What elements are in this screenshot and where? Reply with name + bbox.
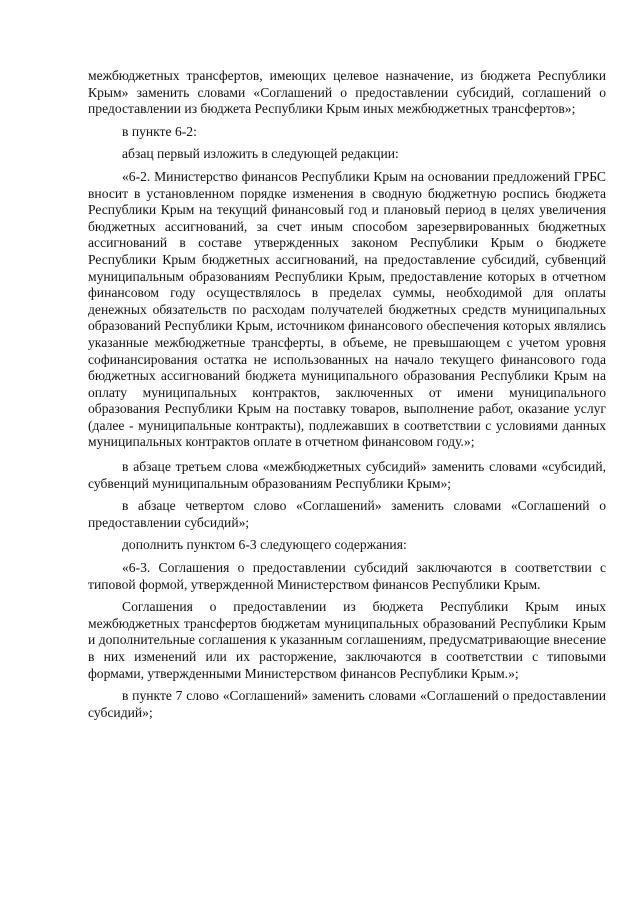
document-page: [88, 68, 606, 721]
paragraph-third-abzac: в абзаце третьем слова «межбюджетных субсидий» заменить словами «субсидий, субвенций муниципальным образованиям Республики Крым»;: [88, 459, 606, 491]
paragraph-clause-7: в пункте 7 слово «Соглашений» заменить словами «Соглашений о предоставлении субсидий»;: [88, 688, 606, 720]
paragraph-agreements: Соглашения о предоставлении из бюджета Республики Крым иных межбюджетных трансфертов бюджетам муниципальных образований Республики Крым и дополнительные соглашения к указанным соглашениям, предусматривающие внесение в них изменений или их расторжение, заключаются в соответствии с типовыми формами, утвержденными Министерством финансов Республики Крым.»;: [88, 599, 606, 681]
paragraph-fourth-abzac: в абзаце четвертом слово «Соглашений» заменить словами «Соглашений о предоставлении субсидий»;: [88, 498, 606, 530]
paragraph-continuation: межбюджетных трансфертов, имеющих целевое назначение, из бюджета Республики Крым» заменить словами «Соглашений о предоставлении субсидий, соглашений о предоставлении из бюджета Республики Крым иных межбюджетных трансфертов»;: [88, 68, 606, 117]
paragraph-6-3-text: «6-3. Соглашения о предоставлении субсидий заключаются в соответствии с типовой формой, утвержденной Министерством финансов Республики Крым.: [88, 560, 606, 592]
paragraph-clause-6-2: в пункте 6-2:: [122, 123, 197, 139]
paragraph-new-edition: абзац первый изложить в следующей редакции:: [122, 146, 399, 162]
paragraph-add-6-3: дополнить пунктом 6-3 следующего содержания:: [122, 537, 407, 553]
paragraph-6-2-text: «6-2. Министерство финансов Республики Крым на основании предложений ГРБС вносит в установленном порядке изменения в сводную бюджетную роспись бюджета Республики Крым на текущий финансовый год и плановый период в целях увеличения бюджетных ассигнований, за счет иным способом зарезервированных бюджетных ассигнований в составе утвержденных законом Республики Крым о бюджете Республики Крым бюджетных ассигнований, на предоставление субсидий, субвенций муниципальным образованиям Республики Крым, предоставление которых в отчетном финансовом году осуществлялось в пределах суммы, необходимой для оплаты денежных обязательств по расходам получателей бюджетных средств муниципальных образований Республики Крым, источником финансового обеспечения которых являлись указанные межбюджетные трансферты, в объеме, не превышающем с учетом уровня софинансирования остатка не использованных на начало текущего финансового года бюджетных ассигнований бюджета муниципального образования Республики Крым на оплату муниципальных контрактов, заключенных от имени муниципального образования Республики Крым на поставку товаров, выполнение работ, оказание услуг (далее - муниципальные контракты), подлежавших в соответствии с условиями данных муниципальных контрактов оплате в отчетном финансовом году.»;: [88, 168, 606, 450]
